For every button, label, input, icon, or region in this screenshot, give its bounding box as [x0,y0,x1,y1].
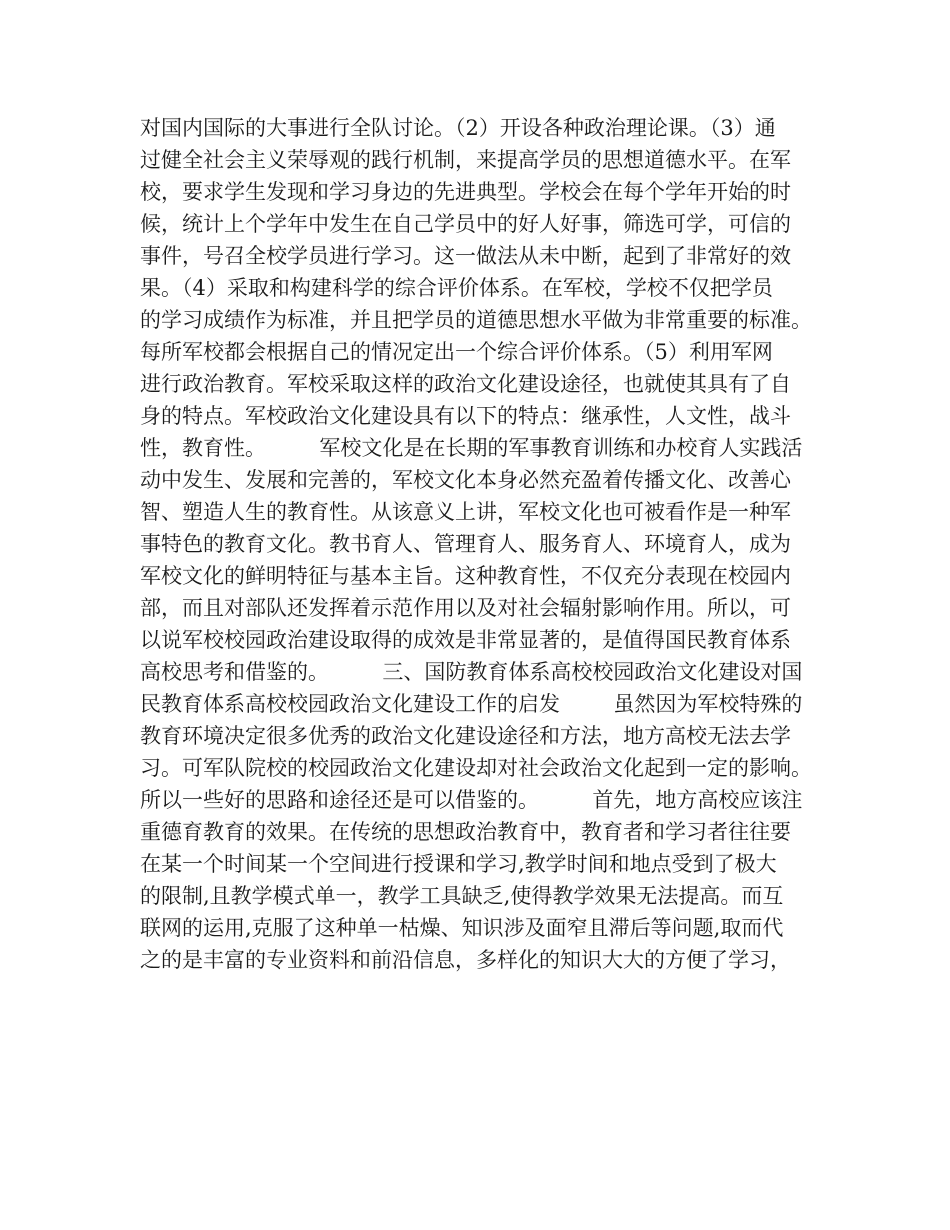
text-line: 对国内国际的大事进行全队讨论。（2）开设各种政治理论课。（3）通 [140,116,776,140]
text-line: 身的特点。军校政治文化建设具有以下的特点：继承性，人文性，战斗 [140,404,791,428]
text-line: 事特色的教育文化。教书育人、管理育人、服务育人、环境育人，成为 [140,532,791,556]
text-line: 部，而且对部队还发挥着示范作用以及对社会辐射影响作用。所以，可 [140,596,791,620]
text-line: 智、塑造人生的教育性。从该意义上讲，军校文化也可被看作是一种军 [140,500,791,524]
text-line: 重德育教育的效果。在传统的思想政治教育中，教育者和学习者往往要 [140,820,791,844]
text-line: 民教育体系高校校园政治文化建设工作的启发 虽然因为军校特殊的 [140,692,803,716]
text-line: 习。可军队院校的校园政治文化建设却对社会政治文化起到一定的影响。 [140,756,812,780]
text-line: 的限制,且教学模式单一，教学工具缺乏,使得教学效果无法提高。而互 [140,884,784,908]
text-line: 教育环境决定很多优秀的政治文化建设途径和方法，地方高校无法去学 [140,724,791,748]
text-line: 果。（4）采取和构建科学的综合评价体系。在军校，学校不仅把学员 [140,276,773,300]
text-line: 校，要求学生发现和学习身边的先进典型。学校会在每个学年开始的时 [140,180,791,204]
text-line: 动中发生、发展和完善的，军校文化本身必然充盈着传播文化、改善心 [140,468,791,492]
text-line: 在某一个时间某一个空间进行授课和学习,教学时间和地点受到了极大 [140,852,777,876]
text-line: 以说军校校园政治建设取得的成效是非常显著的，是值得国民教育体系 [140,628,791,652]
body-text [140,112,830,976]
text-line: 军校文化的鲜明特征与基本主旨。这种教育性，不仅充分表现在校园内 [140,564,791,588]
text-line: 性，教育性。 军校文化是在长期的军事教育训练和办校育人实践活 [140,436,803,460]
text-line: 之的是丰富的专业资料和前沿信息，多样化的知识大大的方便了学习， [140,948,791,972]
text-line: 过健全社会主义荣辱观的践行机制，来提高学员的思想道德水平。在军 [140,148,791,172]
text-line: 的学习成绩作为标准，并且把学员的道德思想水平做为非常重要的标准。 [140,308,812,332]
text-line: 高校思考和借鉴的。 三、国防教育体系高校校园政治文化建设对国 [140,660,803,684]
text-line: 联网的运用,克服了这种单一枯燥、知识涉及面窄且滞后等问题,取而代 [140,916,784,940]
text-line: 所以一些好的思路和途径还是可以借鉴的。 首先，地方高校应该注 [140,788,803,812]
text-line: 候，统计上个学年中发生在自己学员中的好人好事，筛选可学，可信的 [140,212,791,236]
text-line: 进行政治教育。军校采取这样的政治文化建设途径，也就使其具有了自 [140,372,791,396]
text-line: 事件，号召全校学员进行学习。这一做法从未中断，起到了非常好的效 [140,244,791,268]
text-line: 每所军校都会根据自己的情况定出一个综合评价体系。（5）利用军网 [140,340,773,364]
